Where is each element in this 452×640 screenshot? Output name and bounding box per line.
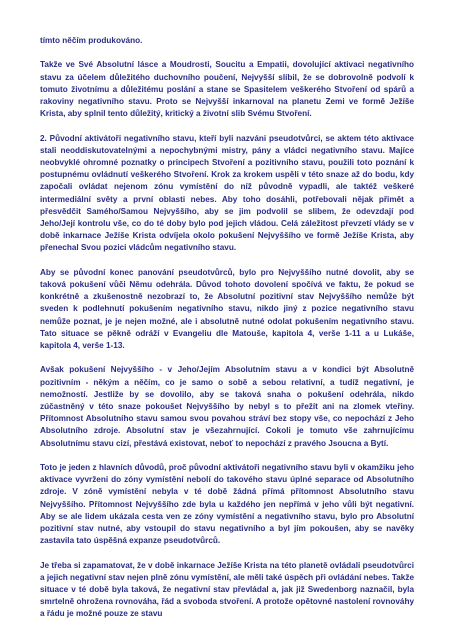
paragraph-gap [40,120,414,132]
paragraph-3: 2. Původní aktivátoři negativního stavu, kteří byli nazváni pseudotvůrci, se aktem této aktivace stali neoddiskutovatelnými a nepochybnými mistry, pány a vládci negativního stavu. Majíce neobvyklé ohromné poznatky o principech Stvoření a pozitivního stavu, použili toto poznání k postupnému ovládnutí veškerého Stvoření. Krok za krokem uspěli v této snaze až do bodu, kdy započali ovládat nejenom zónu vymístění do níž původně vypadli, ale taktéž veškeré intermediální světy a první oblasti nebes. Aby toho dosáhli, potřebovali nějak přimět a přesvědčit Samého/Samou Nejvyššího, aby se jim podvolil se slibem, že odevzdají pod Jeho/Její kontrolu vše, co do té doby bylo pod jejich vládou. Celá záležitost převzetí vlády se v době inkarnace Ježíše Krista odvíjela okolo pokušení Nejvyššího ve formě Ježíše Krista, aby přenechal Svou pozici vládcům negativního stavu. [40,133,414,253]
paragraph-6: Toto je jeden z hlavních důvodů, proč původní aktivátoři negativního stavu byli v okamžiku jeho aktivace vyvrženi do zóny vymístění nebolí do takového stavu úplné separace od Absolutního zdroje. V zóně vymístění nebyla v té době žádná přímá přítomnost Absolutního stavu Nejvyššího. Přítomnost Nejvyššího zde byla u každého jen nepřímá v jeho vůli být negativní. Aby se ale lidem ukázala cesta ven ze zóny vymístění a negativního stavu, bylo pro Absolutní pozitivní stav nutné, aby vstoupil do stavu negativního a byl jím pokoušen, aby se navěky zastavila tato úspěšná expanze pseudotvůrců. [40,463,414,546]
paragraph-gap [40,255,414,267]
paragraph-4: Aby se původní konec panování pseudotvůrců, bylo pro Nejvyššího nutné dovolit, aby se taková pokušení vůči Němu odehrála. Důvod tohoto dovolení spočívá ve faktu, že pokud se konkrétně a zkušenostně nezobrazí to, že Absolutní pozitivní stav Nejvyššího nemůže být sveden k podlehnutí pokušením negativního stavu, nikdo jiný z pozice negativního stavu nemůže poznat, je je nejen možné, ale i absolutně nutné odolat pokušením negativního stavu. Tato situace se pěkně odráží v Evangeliu dle Matouše, kapitola 4, verše 1-11 a u Lukáše, kapitola 4, verše 1-13. [40,267,414,351]
paragraph-gap [40,450,414,462]
paragraph-1: tímto něčím produkováno. [40,36,143,45]
paragraph-gap [40,47,414,59]
paragraph-gap [40,547,414,559]
paragraph-gap [40,352,414,364]
paragraph-5: Avšak pokušení Nejvyššího - v Jeho/Jejím Absolutním stavu a v kondici být Absolutně pozitivním - někým a něčím, co je samo o sobě a sebou relativní, a tudíž negativní, je nemožností. Jestliže by se dovolilo, aby se taková snaha o pokušení odehrála, nikdo zúčastněný v této snaze pokoušet Nejvyššího by nebyl s to přežít ani na zlomek vteřiny. Přítomnost Absolutního stavu samou svou povahou stráví bez stopy vše, co nepochází z Jeho Absolutního zdroje. Absolutní stav je všezahrnující. Cokoli je tomuto vše zahrnujícímu Absolutnímu stavu cizí, přestává existovat, neboť to nepochází z pravého Jsoucna a Bytí. [40,365,414,448]
paragraph-7: Je třeba si zapamatovat, že v době inkarnace Ježíše Krista na této planetě ovládali pseudotvůrci a jejich negativní stav nejen plně zónu vymístění, ale měli také úspěch při ovládání nebes. Takže situace v té době byla taková, že negativní stav převládal a, jak již Swedenborg naznačil, byla smrtelně ohrožena rovnováha, řád a svoboda stvoření. A protože opětovné nastolení rovnováhy a řádu je možné pouze ze stavu [40,560,414,619]
paragraph-2: Takže ve Své Absolutní lásce a Moudrosti, Soucitu a Empatii, dovolující aktivaci negativního stavu za účelem důležitého duchovního poučení, Nejvyšší slíbil, že se dobrovolně podvolí k tomuto životnímu a důležitému poslání a stane se Spasitelem veškerého Stvoření od spárů a rakoviny negativního stavu. Proto se Nejvyšší inkarnoval na planetu Zemi ve formě Ježíše Krista, aby splnil tento důležitý, kritický a životní slib Svému Stvoření. [40,60,414,119]
